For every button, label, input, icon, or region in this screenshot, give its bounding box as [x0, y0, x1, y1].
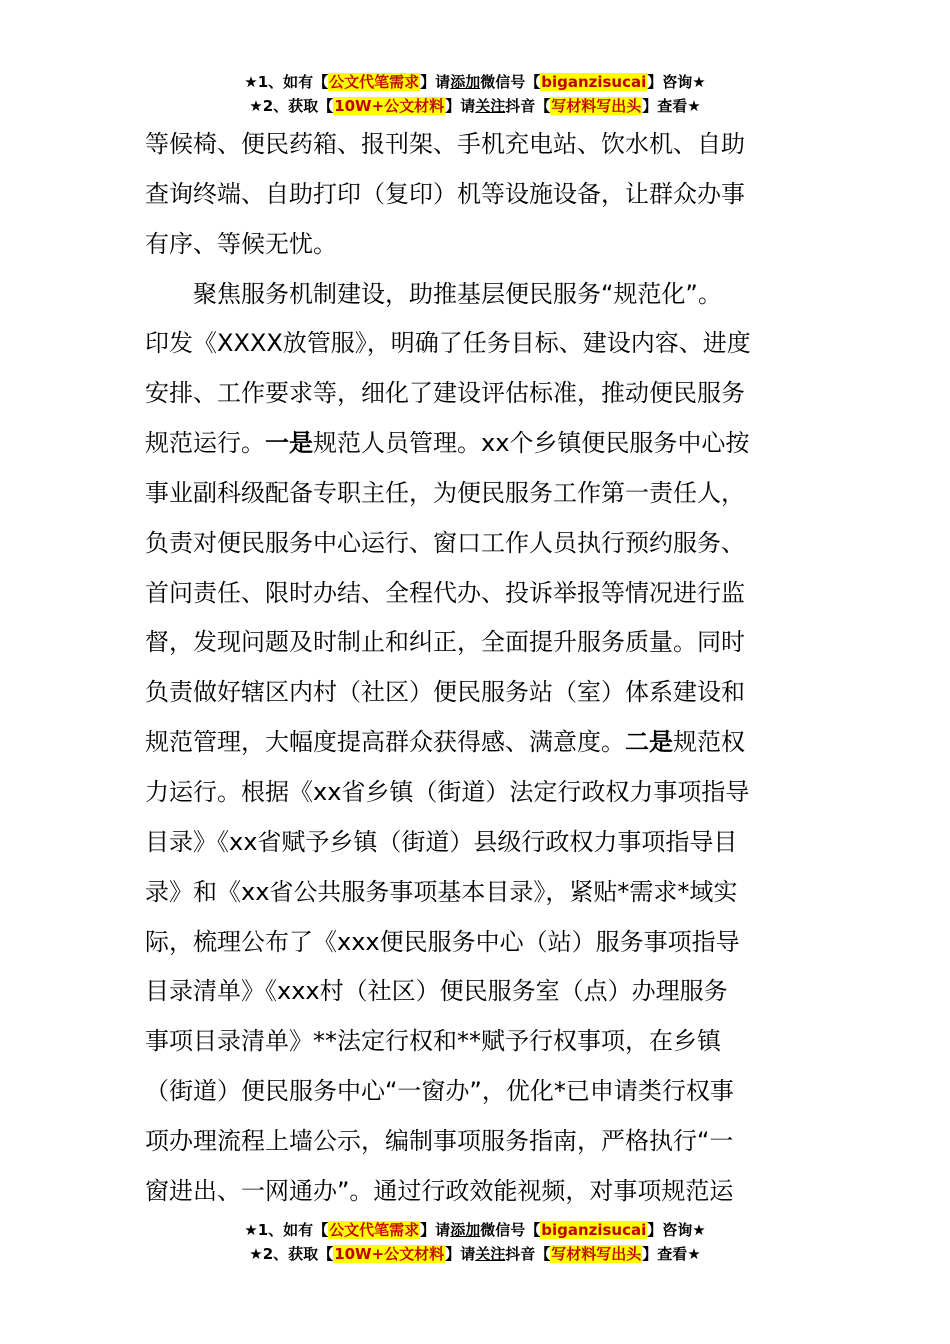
text-line: 印发《XXXX放管服》，明确了任务目标、建设内容、进度: [145, 329, 751, 358]
banner-highlight: 写材料写出头: [551, 1245, 642, 1263]
text-run: 规范权: [673, 728, 745, 757]
text-line: 查询终端、自助打印（复印）机等设施设备，让群众办事: [145, 179, 745, 208]
text-line: 际，梳理公布了《xxx便民服务中心（站）服务事项指导: [145, 927, 740, 956]
banner-text: ★1、如有【: [244, 73, 329, 91]
text-line: 督，发现问题及时制止和纠正，全面提升服务质量。同时: [145, 628, 745, 657]
text-line: 安排、工作要求等，细化了建设评估标准，推动便民服务: [145, 379, 745, 408]
text-line: 目录》《xx省赋予乡镇（街道）县级行政权力事项指导目: [145, 827, 738, 856]
document-body: [145, 120, 810, 1217]
banner-highlight: 10W+公文材料: [334, 1245, 445, 1263]
text-line: [145, 419, 810, 469]
text-line: 有序、等候无忧。: [145, 229, 337, 258]
text-line: （街道）便民服务中心“一窗办”，优化*已申请类行权事: [145, 1077, 734, 1106]
header-banner: [0, 70, 950, 118]
bold-keyword: 二是: [625, 728, 673, 757]
banner-text: 】请: [445, 97, 476, 115]
banner-text: 微信号【: [480, 1221, 541, 1239]
banner-line-1: [0, 70, 950, 94]
text-line: 等候椅、便民药箱、报刊架、手机充电站、饮水机、自助: [145, 130, 745, 158]
text-line: 录》和《xx省公共服务事项基本目录》，紧贴*需求*域实: [145, 877, 738, 906]
banner-highlight: 写材料写出头: [551, 97, 642, 115]
text-line: 项办理流程上墙公示，编制事项服务指南，严格执行“一: [145, 1126, 734, 1155]
text-line: 负责对便民服务中心运行、窗口工作人员执行预约服务、: [145, 528, 745, 557]
banner-underline: 添加: [450, 73, 481, 91]
banner-text: ★2、获取【: [249, 1245, 334, 1263]
bold-keyword: 一是: [265, 429, 313, 458]
text-run: 规范人员管理。xx个乡镇便民服务中心按: [313, 429, 750, 458]
banner-text: 】查看★: [642, 97, 701, 115]
banner-text: ★2、获取【: [249, 97, 334, 115]
text-line: 首问责任、限时办结、全程代办、投诉举报等情况进行监: [145, 578, 745, 607]
text-line: 目录清单》《xxx村（社区）便民服务室（点）办理服务: [145, 977, 728, 1006]
banner-text: 】请: [420, 1221, 451, 1239]
banner-text: 抖音【: [505, 97, 551, 115]
banner-highlight: biganzisucai: [541, 1221, 647, 1239]
banner-highlight: 公文代笔需求: [329, 1221, 420, 1239]
banner-highlight: 10W+公文材料: [334, 97, 445, 115]
text-line: [145, 718, 810, 768]
footer-banner: [0, 1218, 950, 1266]
banner-highlight: 公文代笔需求: [329, 73, 420, 91]
banner-text: 】查看★: [642, 1245, 701, 1263]
banner-text: 】咨询★: [647, 73, 706, 91]
text-line: 聚焦服务机制建设，助推基层便民服务“规范化”。: [145, 279, 722, 308]
banner-text: 】请: [445, 1245, 476, 1263]
banner-underline: 关注: [475, 97, 506, 115]
text-line: 事业副科级配备专职主任，为便民服务工作第一责任人，: [145, 478, 745, 507]
banner-underline: 添加: [450, 1221, 481, 1239]
text-line: 负责做好辖区内村（社区）便民服务站（室）体系建设和: [145, 678, 745, 707]
banner-text: 】请: [420, 73, 451, 91]
paragraph-1: [145, 120, 810, 270]
banner-text: 】咨询★: [647, 1221, 706, 1239]
banner-underline: 关注: [475, 1245, 506, 1263]
paragraph-2: [145, 270, 810, 1217]
text-line: 事项目录清单》**法定行权和**赋予行权事项，在乡镇: [145, 1027, 721, 1056]
banner-text: 抖音【: [505, 1245, 551, 1263]
banner-line-2: [0, 1242, 950, 1266]
banner-highlight: biganzisucai: [541, 73, 647, 91]
banner-line-2: [0, 94, 950, 118]
text-run: 规范管理，大幅度提高群众获得感、满意度。: [145, 728, 625, 757]
banner-line-1: [0, 1218, 950, 1242]
banner-text: 微信号【: [480, 73, 541, 91]
text-line: 力运行。根据《xx省乡镇（街道）法定行政权力事项指导: [145, 777, 750, 806]
text-line: 窗进出、一网通办”。通过行政效能视频，对事项规范运: [145, 1176, 734, 1205]
text-run: 规范运行。: [145, 429, 265, 458]
banner-text: ★1、如有【: [244, 1221, 329, 1239]
